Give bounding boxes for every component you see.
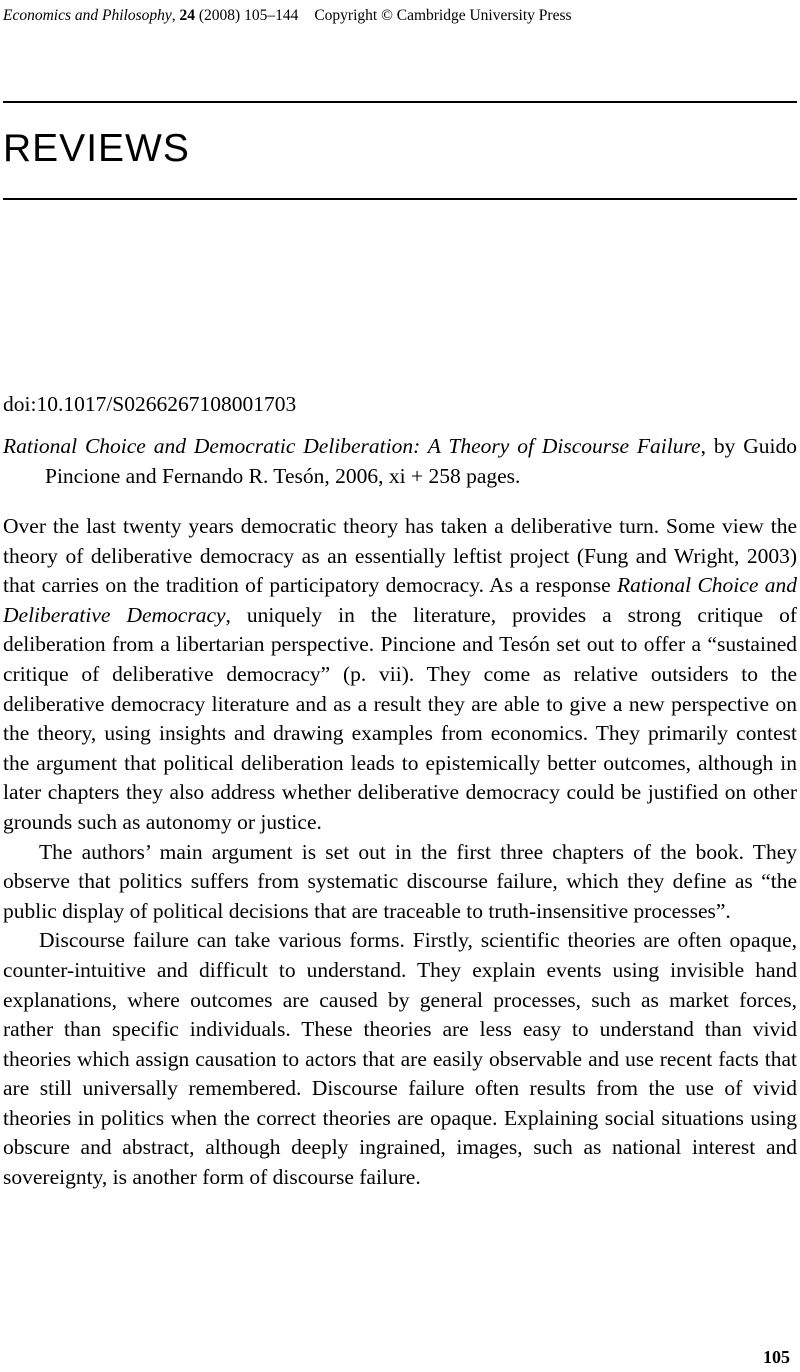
paragraph [3,512,797,838]
text-segment: , uniquely in the literature, provides a strong critique of deliberation from a libertarian perspective. Pincione and Tesón set out to offer a “sustained critique of deliberative democracy” (p. vii). They come as relative outsiders to the deliberative democracy literature and as a result they are able to give a new perspective on the theory, using insights and drawing examples from economics. They primarily contest the argument that political deliberation leads to epistemically better outcomes, although in later chapters they also address whether deliberative democracy could be justified on other grounds such as autonomy or justice. [3,602,797,834]
issue-info: (2008) 105–144 [195,7,299,24]
book-reference [3,431,797,491]
journal-title: Economics and Philosophy [3,7,172,24]
page-number: 105 [763,1347,790,1367]
text-segment: Rational Choice and Democratic Deliberation: A Theory of Discourse Failure [3,434,701,458]
review-body [3,512,797,1193]
paragraph [3,926,797,1192]
doi-line: doi:10.1017/S0266267108001703 [3,392,297,416]
copyright-notice: Copyright © Cambridge University Press [314,7,572,24]
section-heading: REVIEWS [3,127,190,170]
volume-prefix: , [171,7,180,24]
journal-volume: 24 [179,7,196,24]
text-segment: Over the last twenty years democratic theory has taken a deliberative turn. Some view the theory of deliberative democracy as an essentially leftist project (Fung and Wright, 2003) that carries on the tradition of participatory democracy. As a response [3,514,797,598]
paragraph [3,838,797,927]
journal-header [3,0,797,26]
section-banner [3,101,797,200]
text-segment: The authors’ main argument is set out in the first three chapters of the book. They observe that politics suffers from systematic discourse failure, which they define as “the public display of political decisions that are traceable to truth-insensitive processes”. [3,839,797,923]
text-segment: Rational Choice and Deliberative Democracy [3,573,798,627]
text-segment: Discourse failure can take various forms. Firstly, scientific theories are often opaque, counter-intuitive and difficult to understand. They explain events using invisible hand explanations, where outcomes are caused by general processes, such as market forces, rather than specific individuals. These theories are less easy to understand than vivid theories which assign causation to actors that are easily observable and use recent facts that are still universally remembered. Discourse failure often results from the use of vivid theories in politics when the correct theories are opaque. Explaining social situations using obscure and abstract, although deeply ingrained, images, such as national interest and sovereignty, is another form of discourse failure. [3,928,797,1190]
text-segment: , by Guido Pincione and Fernando R. Tesón, 2006, xi + 258 pages. [45,434,797,488]
